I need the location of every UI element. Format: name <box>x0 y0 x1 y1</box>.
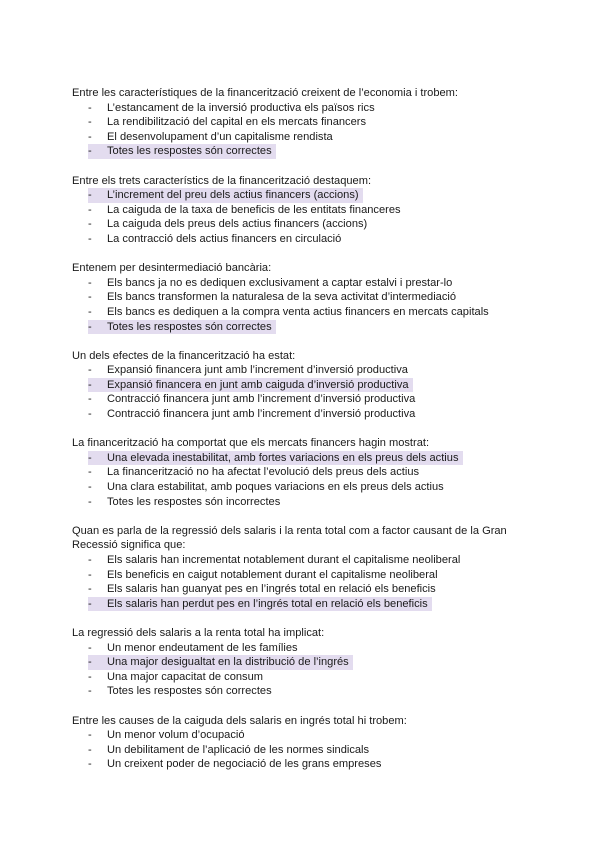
answer-option <box>72 743 542 758</box>
dash-bullet-icon: - <box>88 291 92 304</box>
dash-bullet-icon: - <box>88 495 92 508</box>
answer-option <box>72 757 542 772</box>
answer-option-highlighted <box>88 144 276 159</box>
answer-option-text: Un debilitament de l’aplicació de les normes sindicals <box>107 743 370 756</box>
question-block <box>72 261 542 334</box>
answer-option-highlighted <box>88 378 413 393</box>
answer-option <box>72 407 542 422</box>
dash-bullet-icon: - <box>88 305 92 318</box>
answer-options <box>72 276 542 334</box>
question-stem: Entre les característiques de la financerització creixent de l’economia i trobem: <box>72 87 459 99</box>
answer-options <box>72 188 542 246</box>
answer-option-text: Contracció financera junt amb l’increment d’inversió productiva <box>107 408 416 421</box>
answer-option-text: Els salaris han guanyat pes en l’ingrés total en relació els beneficis <box>107 583 436 596</box>
dash-bullet-icon: - <box>88 451 92 464</box>
dash-bullet-icon: - <box>88 393 92 406</box>
answer-option <box>72 568 542 583</box>
answer-option-text: Totes les respostes són incorrectes <box>107 495 281 508</box>
question-block <box>72 626 542 699</box>
dash-bullet-icon: - <box>88 758 92 771</box>
answer-option <box>72 728 542 743</box>
answer-option <box>72 480 542 495</box>
answer-option <box>72 465 542 480</box>
answer-option-text: Totes les respostes són correctes <box>107 145 272 158</box>
dash-bullet-icon: - <box>88 729 92 742</box>
answer-option-text: Els salaris han incrementat notablement durant el capitalisme neoliberal <box>107 554 461 566</box>
question-stem: La regressió dels salaris a la renta total ha implicat: <box>72 626 325 639</box>
dash-bullet-icon: - <box>88 276 92 289</box>
document-page <box>72 86 542 787</box>
dash-bullet-icon: - <box>88 568 92 581</box>
answer-option-text: La financerització no ha afectat l’evolució dels preus dels actius <box>107 466 420 479</box>
dash-bullet-icon: - <box>88 466 92 479</box>
answer-option-text: La rendibilització del capital en els mercats financers <box>107 116 366 129</box>
dash-bullet-icon: - <box>88 481 92 494</box>
answer-option <box>72 363 542 378</box>
answer-option <box>72 115 542 130</box>
question-block <box>72 524 542 612</box>
answer-option-text: Una major desigualtat en la distribució de l’ingrés <box>107 656 349 669</box>
answer-option <box>72 684 542 699</box>
dash-bullet-icon: - <box>88 743 92 756</box>
question-stem: Entre les causes de la caiguda dels salaris en ingrés total hi trobem: <box>72 714 407 727</box>
answer-options <box>72 363 542 421</box>
dash-bullet-icon: - <box>88 145 92 158</box>
dash-bullet-icon: - <box>88 554 92 566</box>
answer-option-text: Els bancs ja no es dediquen exclusivament a captar estalvi i prestar-lo <box>107 276 453 289</box>
answer-options <box>72 101 542 159</box>
question-stem: La financerització ha comportat que els mercats financers hagin mostrat: <box>72 437 430 450</box>
answer-option <box>72 130 542 145</box>
dash-bullet-icon: - <box>88 641 92 654</box>
question-stem: Entre els trets característics de la financerització destaquem: <box>72 174 372 187</box>
answer-option <box>72 641 542 656</box>
answer-option-text: El desenvolupament d’un capitalisme rendista <box>107 130 333 143</box>
answer-option-text: Contracció financera junt amb l’increment d’inversió productiva <box>107 393 416 406</box>
question-block <box>72 349 542 422</box>
answer-option <box>72 392 542 407</box>
answer-option-text: Totes les respostes són correctes <box>107 685 272 698</box>
dash-bullet-icon: - <box>88 408 92 421</box>
answer-option-text: L’increment del preu dels actius financers (accions) <box>107 189 359 202</box>
dash-bullet-icon: - <box>88 218 92 231</box>
answer-option-text: Expansió financera junt amb l’increment d’inversió productiva <box>107 364 408 377</box>
answer-option-highlighted <box>88 655 353 670</box>
answer-option <box>72 217 542 232</box>
question-stem: Entenem per desintermediació bancària: <box>72 262 272 275</box>
answer-option-text: La caiguda dels preus dels actius financers (accions) <box>107 218 368 231</box>
question-stem: Un dels efectes de la financerització ha estat: <box>72 349 296 362</box>
answer-option-text: Un creixent poder de negociació de les grans empreses <box>107 758 382 771</box>
answer-option-text: Una clara estabilitat, amb poques variacions en els preus dels actius <box>107 481 444 494</box>
answer-option-text: Una major capacitat de consum <box>107 670 264 683</box>
dash-bullet-icon: - <box>88 364 92 377</box>
answer-options <box>72 553 542 611</box>
dash-bullet-icon: - <box>88 320 92 333</box>
dash-bullet-icon: - <box>88 685 92 698</box>
dash-bullet-icon: - <box>88 656 92 669</box>
question-block <box>72 714 542 772</box>
dash-bullet-icon: - <box>88 583 92 596</box>
answer-option-text: Els salaris han perdut pes en l’ingrés total en relació els beneficis <box>107 597 428 610</box>
question-block <box>72 86 542 159</box>
answer-option <box>72 670 542 685</box>
answer-option-text: Totes les respostes són correctes <box>107 320 272 333</box>
dash-bullet-icon: - <box>88 189 92 202</box>
answer-option-text: La caiguda de la taxa de beneficis de les entitats financeres <box>107 203 401 216</box>
answer-option-text: La contracció dels actius financers en circulació <box>107 232 342 245</box>
dash-bullet-icon: - <box>88 101 92 114</box>
answer-options <box>72 728 542 772</box>
dash-bullet-icon: - <box>88 116 92 129</box>
answer-option-highlighted <box>88 597 432 612</box>
answer-option-text: L’estancament de la inversió productiva els països rics <box>107 101 375 114</box>
question-block <box>72 174 542 247</box>
answer-option-highlighted <box>88 320 276 335</box>
dash-bullet-icon: - <box>88 378 92 391</box>
dash-bullet-icon: - <box>88 670 92 683</box>
dash-bullet-icon: - <box>88 130 92 143</box>
question-stem: Quan es parla de la regressió dels salaris i la renta total com a factor causant de la Gran Recessió significa que: <box>72 524 507 552</box>
answer-option <box>72 232 542 247</box>
dash-bullet-icon: - <box>88 232 92 245</box>
answer-option <box>72 582 542 597</box>
answer-option-text: Un menor endeutament de les famílies <box>107 641 298 654</box>
dash-bullet-icon: - <box>88 203 92 216</box>
answer-options <box>72 451 542 509</box>
answer-option <box>72 203 542 218</box>
answer-option <box>72 276 542 291</box>
answer-option-text: Els bancs es dediquen a la compra venta actius financers en mercats capitals <box>107 305 489 318</box>
answer-option-text: Els bancs transformen la naturalesa de la seva activitat d’intermediació <box>107 291 457 304</box>
answer-option-text: Un menor volum d’ocupació <box>107 729 245 742</box>
answer-option <box>72 495 542 510</box>
answer-option <box>72 553 542 568</box>
answer-option <box>72 290 542 305</box>
answer-option-highlighted <box>88 451 463 466</box>
question-block <box>72 436 542 509</box>
answer-option-text: Una elevada inestabilitat, amb fortes variacions en els preus dels actius <box>107 451 459 464</box>
dash-bullet-icon: - <box>88 597 92 610</box>
answer-option-text: Els beneficis en caigut notablement durant el capitalisme neoliberal <box>107 568 438 581</box>
answer-options <box>72 641 542 699</box>
answer-option-highlighted <box>88 188 363 203</box>
answer-option <box>72 305 542 320</box>
answer-option-text: Expansió financera en junt amb caiguda d’inversió productiva <box>107 378 409 391</box>
answer-option <box>72 101 542 116</box>
